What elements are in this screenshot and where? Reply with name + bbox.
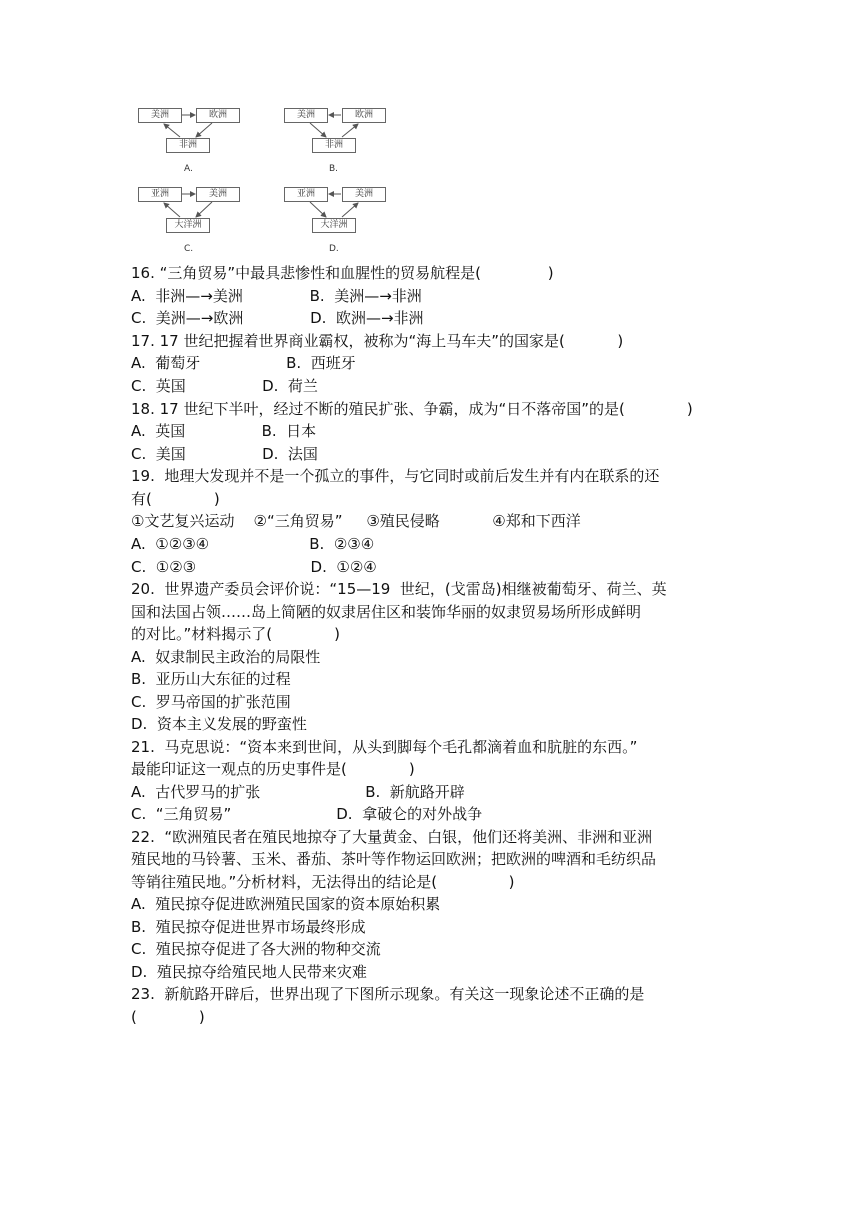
q22-stem-line3: 等销往殖民地。”分析材料，无法得出的结论是( ) xyxy=(131,873,515,891)
q21-stem-line2: 最能印证这一观点的历史事件是( ) xyxy=(131,760,415,778)
diagram-b-bottom-box: 非洲 xyxy=(312,138,356,153)
arrow-d-3 xyxy=(342,203,358,217)
diagram-a-caption: A. xyxy=(184,164,193,174)
q20-option-a: A. 奴隶制民主政治的局限性 xyxy=(131,648,321,666)
q18-options-cd: C. 美国 D. 法国 xyxy=(131,445,318,463)
arrow-c-2 xyxy=(196,202,212,217)
diagram-d-caption: D. xyxy=(329,244,339,254)
diagram-d-bottom-box: 大洋洲 xyxy=(312,218,356,233)
diagram-c-caption: C. xyxy=(184,244,194,254)
q21-options-ab: A. 古代罗马的扩张 B. 新航路开辟 xyxy=(131,783,465,801)
diagram-c-right-box: 美洲 xyxy=(196,187,240,202)
q19-options-cd: C. ①②③ D. ①②④ xyxy=(131,558,377,576)
q22-option-b: B. 殖民掠夺促进世界市场最终形成 xyxy=(131,918,366,936)
q22-option-a: A. 殖民掠夺促进欧洲殖民国家的资本原始积累 xyxy=(131,895,441,913)
diagram-b-right-box: 欧洲 xyxy=(342,108,386,123)
diagram-a-top-box: 美洲 xyxy=(138,108,182,123)
arrow-a-2 xyxy=(196,123,212,137)
options-diagram xyxy=(130,100,390,260)
q20-option-c: C. 罗马帝国的扩张范围 xyxy=(131,693,291,711)
q17-options-cd: C. 英国 D. 荷兰 xyxy=(131,377,318,395)
arrow-a-3 xyxy=(164,124,180,137)
q23-stem-line1: 23. 新航路开辟后，世界出现了下图所示现象。有关这一现象论述不正确的是 xyxy=(131,985,645,1003)
q19-stem-line2: 有( ) xyxy=(131,490,220,508)
q22-stem-line1: 22. “欧洲殖民者在殖民地掠夺了大量黄金、白银，他们还将美洲、非洲和亚洲 xyxy=(131,828,653,846)
q18-stem: 18. 17 世纪下半叶，经过不断的殖民扩张、争霸，成为“日不落帝国”的是( ) xyxy=(131,400,693,418)
q20-stem-line2: 国和法国占领……岛上简陋的奴隶居住区和装饰华丽的奴隶贸易场所形成鲜明 xyxy=(131,603,642,621)
q23-stem-line2: ( ) xyxy=(131,1008,205,1026)
q22-option-d: D. 殖民掠夺给殖民地人民带来灾难 xyxy=(131,963,367,981)
diagram-d-top-box: 亚洲 xyxy=(284,187,328,202)
q17-options-ab: A. 葡萄牙 B. 西班牙 xyxy=(131,354,356,372)
q20-option-b: B. 亚历山大东征的过程 xyxy=(131,670,291,688)
arrow-b-2 xyxy=(310,123,326,137)
diagram-a-bottom-box: 非洲 xyxy=(166,138,210,153)
diagram-c-top-box: 亚洲 xyxy=(138,187,182,202)
diagram-b-caption: B. xyxy=(329,164,339,174)
q18-options-ab: A. 英国 B. 日本 xyxy=(131,422,317,440)
q17-stem: 17. 17 世纪把握着世界商业霸权，被称为“海上马车夫”的国家是( ) xyxy=(131,332,624,350)
q16-options-cd: C. 美洲—→欧洲 D. 欧洲—→非洲 xyxy=(131,309,424,327)
q19-stem-line1: 19. 地理大发现并不是一个孤立的事件，与它同时或前后发生并有内在联系的还 xyxy=(131,467,660,485)
q16-stem: 16. “三角贸易”中最具悲惨性和血腥性的贸易航程是( ) xyxy=(131,264,554,282)
q21-stem-line1: 21. 马克思说：“资本来到世间，从头到脚每个毛孔都滴着血和肮脏的东西。” xyxy=(131,738,638,756)
diagram-b-top-box: 美洲 xyxy=(284,108,328,123)
q20-stem-line3: 的对比。”材料揭示了( ) xyxy=(131,625,340,643)
q22-stem-line2: 殖民地的马铃薯、玉米、番茄、茶叶等作物运回欧洲；把欧洲的啤酒和毛纺织品 xyxy=(131,850,657,868)
q21-options-cd: C. “三角贸易” D. 拿破仑的对外战争 xyxy=(131,805,483,823)
q16-options-ab: A. 非洲—→美洲 B. 美洲—→非洲 xyxy=(131,287,422,305)
q19-options-ab: A. ①②③④ B. ②③④ xyxy=(131,535,375,553)
diagram-arrows xyxy=(130,100,390,260)
diagram-d-right-box: 美洲 xyxy=(342,187,386,202)
arrow-d-2 xyxy=(310,202,326,217)
q19-items: ①文艺复兴运动 ②“三角贸易” ③殖民侵略 ④郑和下西洋 xyxy=(131,512,581,530)
diagram-a-right-box: 欧洲 xyxy=(196,108,240,123)
q22-option-c: C. 殖民掠夺促进了各大洲的物种交流 xyxy=(131,940,381,958)
q20-stem-line1: 20. 世界遗产委员会评价说：“15—19 世纪，(戈雷岛)相继被葡萄牙、荷兰、英 xyxy=(131,580,667,598)
q20-option-d: D. 资本主义发展的野蛮性 xyxy=(131,715,307,733)
arrow-c-3 xyxy=(164,203,180,217)
arrow-b-3 xyxy=(342,124,358,137)
diagram-c-bottom-box: 大洋洲 xyxy=(166,218,210,233)
